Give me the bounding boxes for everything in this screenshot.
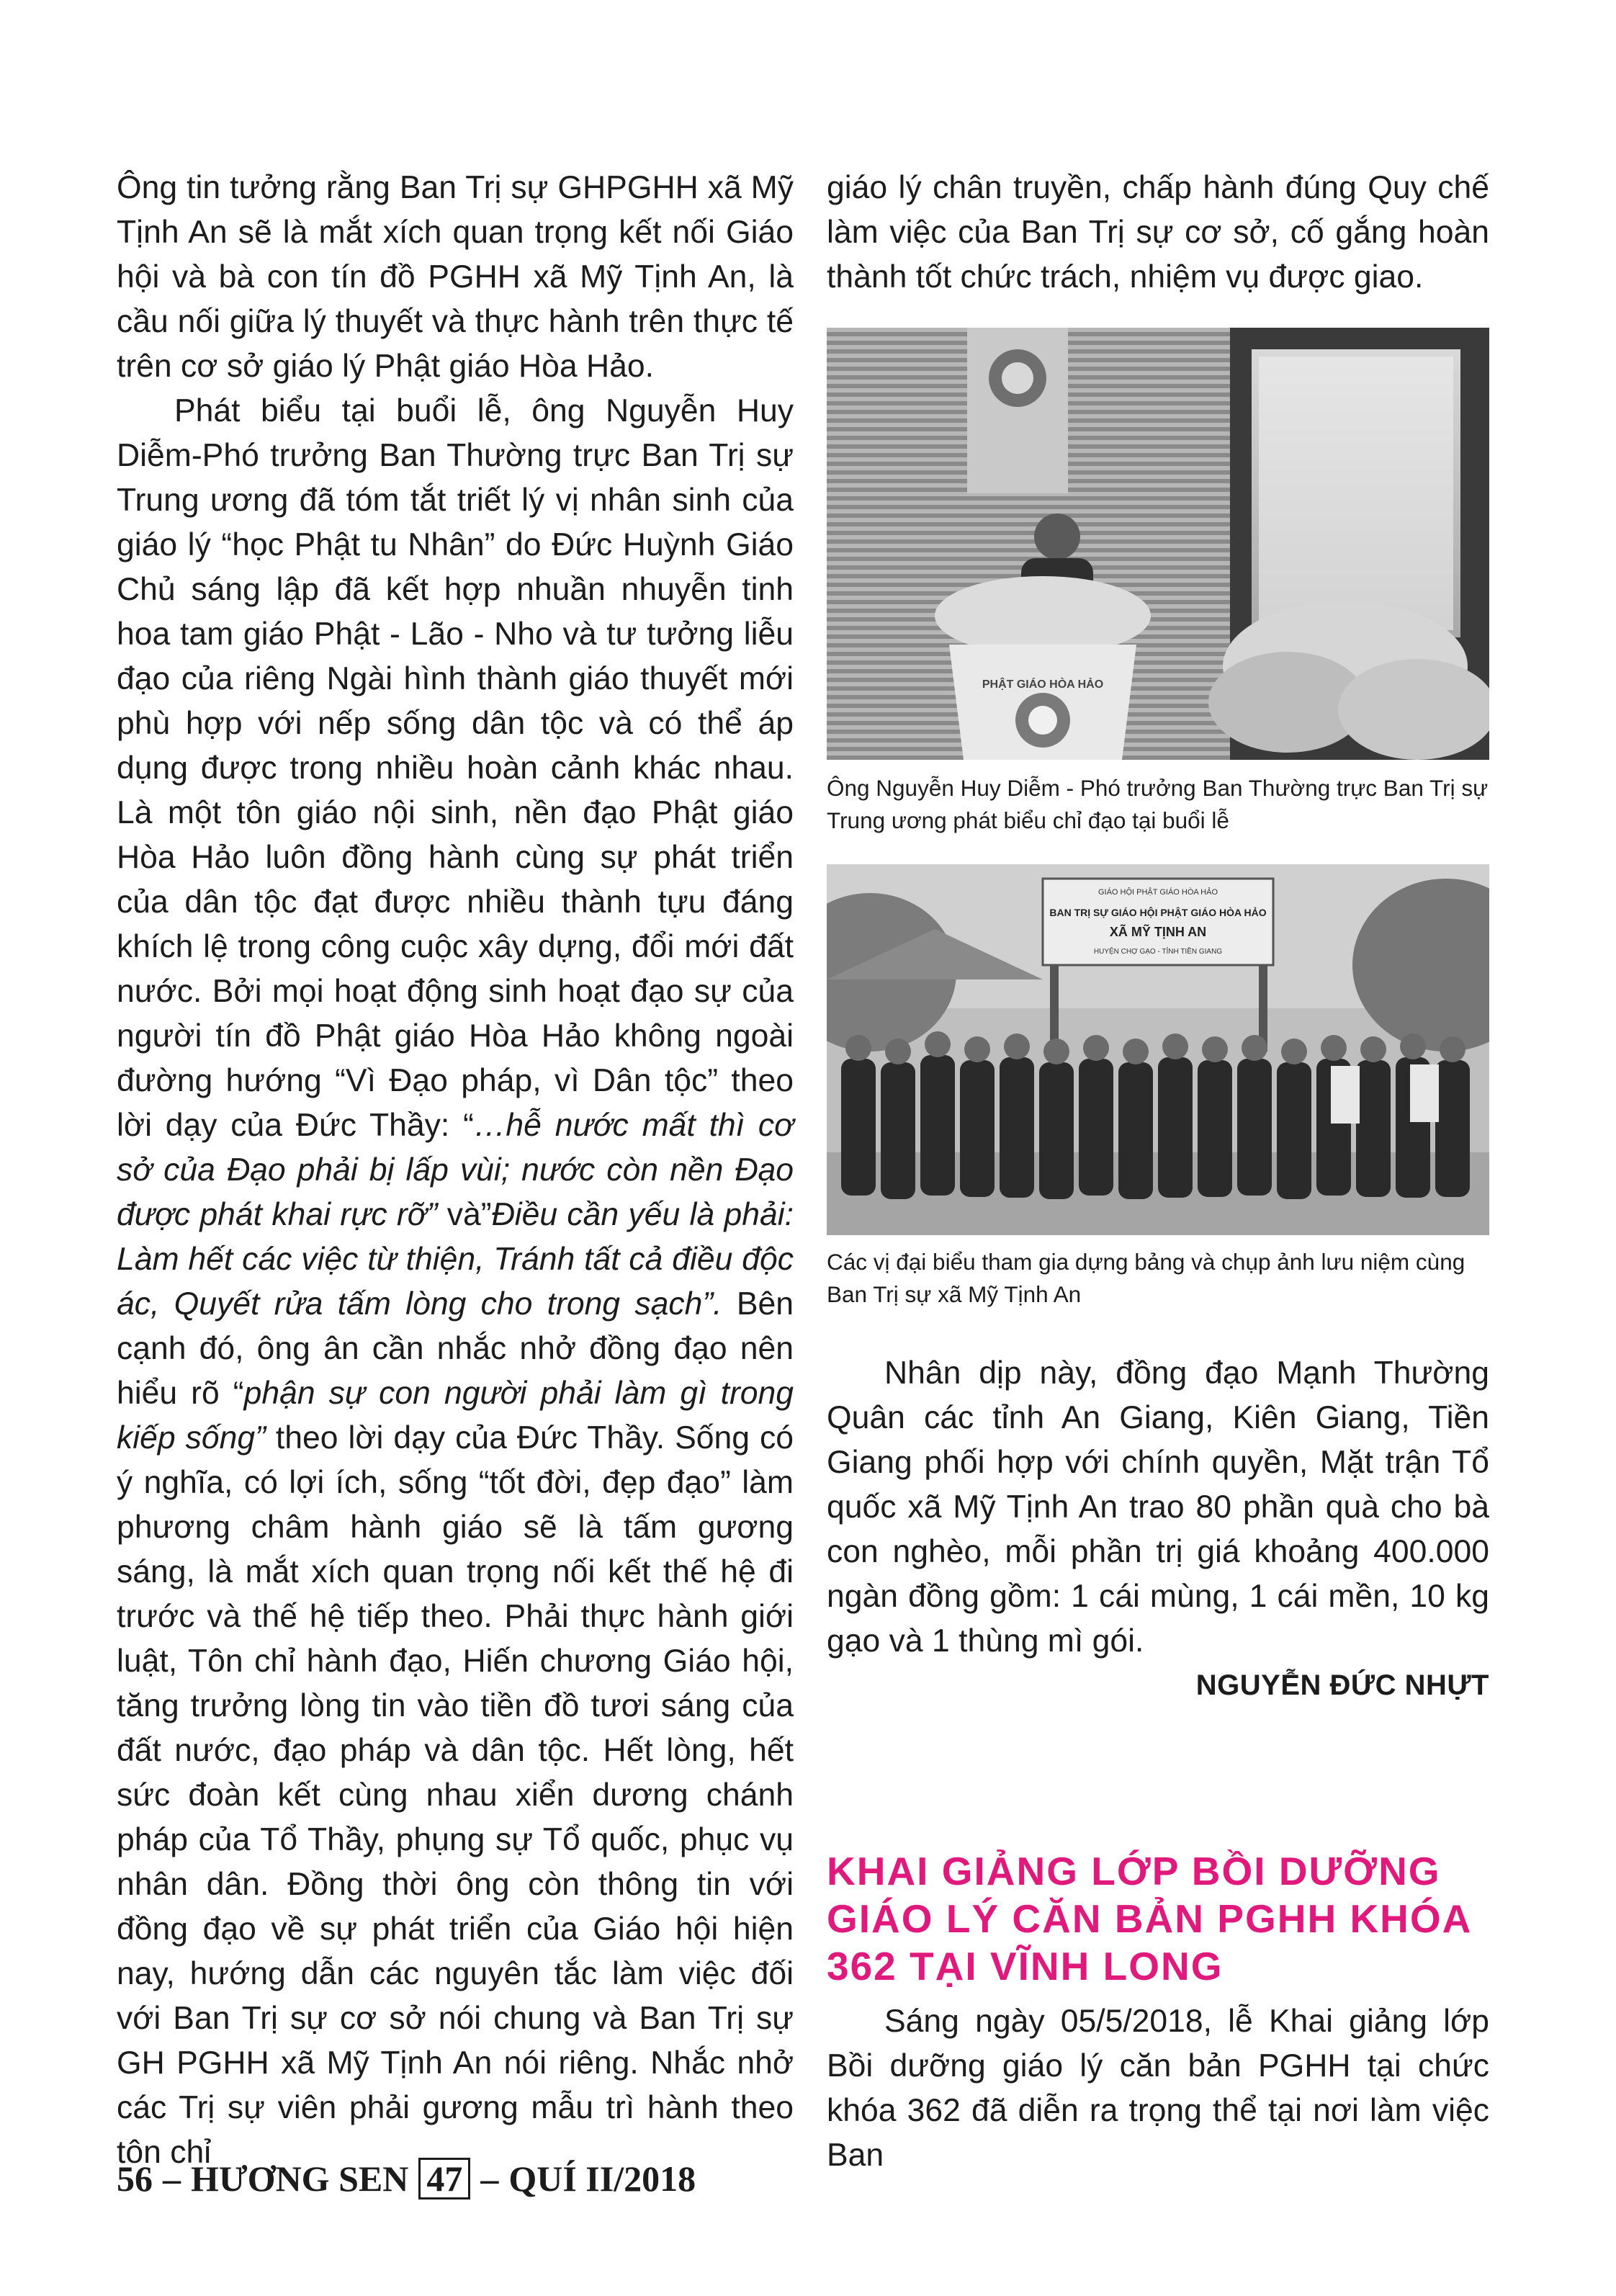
paragraph: Sáng ngày 05/5/2018, lễ Khai giảng lớp Bồi dưỡng giáo lý căn bản PGHH tại chức khóa 362 đã diễn ra trọng thể tại nơi làm việc Ban xyxy=(827,2004,1489,2173)
caption-photo-speaker: Ông Nguyễn Huy Diễm - Phó trưởng Ban Thường trực Ban Trị sự Trung ương phát biểu chỉ đạo tại buổi lễ xyxy=(827,775,1489,833)
quote: Điều cần yếu là phải: Làm hết các việc từ thiện, Tránh tất cả điều độc ác, Quyết rửa tấm lòng cho trong sạch”. xyxy=(117,1197,794,1322)
sign-small-text: HUYỆN CHỢ GẠO - TỈNH TIỀN GIANG xyxy=(1093,948,1223,956)
quote: …hễ nước mất thì cơ sở của Đạo phải bị lấp vùi; nước còn nền Đạo được phát khai rực rỡ” xyxy=(117,1108,794,1232)
sign-top-text: GIÁO HỘI PHẬT GIÁO HÒA HẢO xyxy=(1097,888,1218,897)
paragraph: giáo lý chân truyền, chấp hành đúng Quy chế làm việc của Ban Trị sự cơ sở, cố gắng hoàn thành tốt chức trách, nhiệm vụ được giao. xyxy=(827,170,1489,295)
sign-title-text: BAN TRỊ SỰ GIÁO HỘI PHẬT GIÁO HÒA HẢO xyxy=(1049,907,1267,918)
photo-group xyxy=(827,864,1489,1235)
podium-text: PHẬT GIÁO HÒA HẢO xyxy=(982,678,1104,691)
photo-speaker xyxy=(827,328,1489,760)
page-number: 56 xyxy=(117,2158,153,2199)
right-column-last xyxy=(827,1999,1489,2178)
paragraph: Phát biểu tại buổi lễ, ông Nguyễn Huy Diễm-Phó trưởng Ban Thường trực Ban Trị sự Trung ương đã tóm tắt triết lý vị nhân sinh của giáo lý “học Phật tu Nhân” do Đức Huỳnh Giáo Chủ sáng lập đã kết hợp nhuần nhuyễn tinh hoa tam giáo Phật - Lão - Nho và tư tưởng liễu đạo của riêng Ngài hình thành giáo thuyết mới phù hợp với nếp sống dân tộc và có thể áp dụng được trong nhiều hoàn cảnh khác nhau. Là một tôn giáo nội sinh, nền đạo Phật giáo Hòa Hảo luôn đồng hành cùng sự phát triển của dân tộc đạt được nhiều thành tựu đáng khích lệ trong công cuộc xây dựng, đổi mới đất nước. Bởi mọi hoạt động sinh hoạt đạo sự của người tín đồ Phật giáo Hòa Hảo không ngoài đường hướng “Vì Đạo pháp, vì Dân tộc” theo lời dạy của Đức Thầy: “…hễ nước mất thì cơ sở của Đạo phải bị lấp vùi; nước còn nền Đạo được phát khai rực rỡ” và”Điều cần yếu là phải: Làm hết các việc từ thiện, Tránh tất cả điều độc ác, Quyết rửa tấm lòng cho trong sạch”. Bên cạnh đó, ông ân cần nhắc nhở đồng đạo nên hiểu rõ “phận sự con người phải làm gì trong kiếp sống” theo lời dạy của Đức Thầy. Sống có ý nghĩa, có lợi ích, sống “tốt đời, đẹp đạo” làm phương châm hành giáo sẽ là tấm gương sáng, là mắt xích quan trọng nối kết thế hệ đi trước và thế hệ tiếp theo. Phải thực hành giới luật, Tôn chỉ hành đạo, Hiến chương Giáo hội, tăng trưởng lòng tin vào tiền đồ tươi sáng của đất nước, đạo pháp và dân tộc. Hết lòng, hết sức đoàn kết cùng nhau xiển dương chánh pháp của Tổ Thầy, phụng sự Tổ quốc, phục vụ nhân dân. Đồng thời ông còn thông tin với đồng đạo về sự phát triển của Giáo hội hiện nay, hướng dẫn các nguyên tắc làm việc đối với Ban Trị sự cơ sở nói chung và Ban Trị sự GH PGHH xã Mỹ Tịnh An nói riêng. Nhắc nhở các Trị sự viên phải gương mẫu trì hành theo tôn chỉ xyxy=(117,393,794,2170)
left-column xyxy=(117,166,794,2175)
page-footer: 56 – HƯƠNG SEN 47 – QUÍ II/2018 xyxy=(117,2158,696,2199)
article-headline: KHAI GIẢNG LỚP BỒI DƯỠNG GIÁO LÝ CĂN BẢN PGHH KHÓA 362 TẠI VĨNH LONG xyxy=(827,1849,1471,1988)
magazine-name: HƯƠNG SEN xyxy=(191,2158,409,2199)
sign-sub-text: XÃ MỸ TỊNH AN xyxy=(1109,925,1207,939)
author-name: NGUYỄN ĐỨC NHỰT xyxy=(1195,1669,1489,1701)
right-column-top xyxy=(827,166,1489,300)
quote: phận sự con người phải làm gì trong kiếp sống” xyxy=(117,1376,794,1456)
issue-number: 47 xyxy=(418,2158,470,2199)
paragraph: Nhân dịp này, đồng đạo Mạnh Thường Quân các tỉnh An Giang, Kiên Giang, Tiền Giang phối hợp với chính quyền, Mặt trận Tổ quốc xã Mỹ Tịnh An trao 80 phần quà cho bà con nghèo, mỗi phần trị giá khoảng 400.000 ngàn đồng gồm: 1 cái mùng, 1 cái mền, 10 kg gạo và 1 thùng mì gói. xyxy=(827,1355,1489,1659)
right-column-gift xyxy=(827,1351,1489,1664)
issue-quarter: QUÍ II/2018 xyxy=(508,2158,696,2199)
caption-photo-group: Các vị đại biểu tham gia dựng bảng và chụp ảnh lưu niệm cùng Ban Trị sự xã Mỹ Tịnh An xyxy=(827,1249,1465,1307)
paragraph: Ông tin tưởng rằng Ban Trị sự GHPGHH xã Mỹ Tịnh An sẽ là mắt xích quan trọng kết nối Giáo hội và bà con tín đồ PGHH xã Mỹ Tịnh An, là cầu nối giữa lý thuyết và thực hành trên thực tế trên cơ sở giáo lý Phật giáo Hòa Hảo. xyxy=(117,170,794,384)
